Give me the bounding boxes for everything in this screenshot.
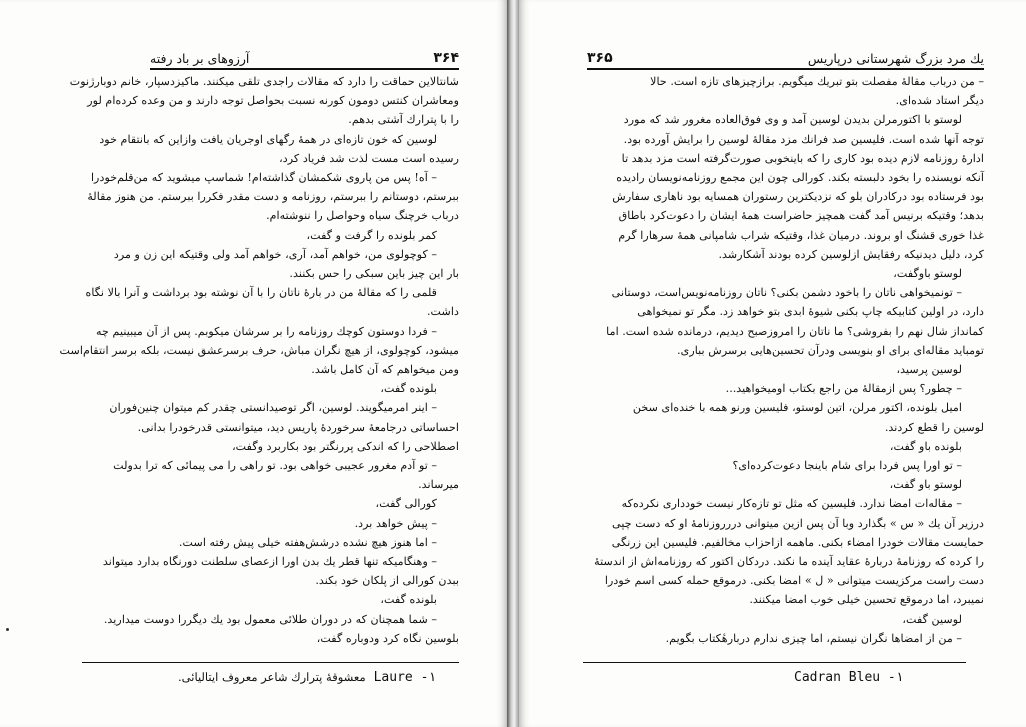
text-line: را با پترارك آشتی بدهم. [348, 113, 459, 127]
text-line: – فردا دوستون کوچك روزنامه را بر سرشان میکوبم. پس از آن میبینیم چه [96, 324, 437, 338]
left-footnote-text: معشوقهٔ پترارك شاعر معروف ایتالیائی. [178, 670, 366, 684]
left-footnote-label: Laure -۱ [373, 670, 437, 685]
text-line: کمر بلونده را گرفت و گفت، [306, 228, 437, 242]
text-line: احساساتی درجامعهٔ سرخوردهٔ پاریس دید، میتوانستی قدرخودرا بدانی. [137, 420, 459, 434]
text-line: بدهد؛ وقتیکه برنیس آمد گفت همچیز حاضراست همهٔ ایشان را دعوت‌کرد باطاق [618, 209, 984, 223]
right-page-running-title: یك مرد بزرگ شهرستانی درپاریس [807, 51, 984, 66]
right-header-rule [587, 68, 984, 70]
text-line: را کرده که روزنامهٔ دربارهٔ عقاید آینده ما نکند. دردکان اکتور که روزنامه‌اش از اندستهٔ [594, 555, 984, 569]
text-line: میرساند. [418, 478, 459, 492]
right-page-header [587, 44, 984, 66]
text-line: – تو اورا پس فردا برای شام باینجا دعوت‌کرده‌ای؟ [732, 459, 962, 473]
right-footnote-label: Cadran Bleu -۱ [794, 670, 904, 685]
text-line: لوسین پرسید، [896, 363, 962, 377]
text-line: دست راست مرکزیست میتوانی « ل » امضا بکنی. درموقع حمله کسی اسم خودرا [604, 574, 984, 588]
text-line: – شما همچنان که در دوران طلائی معمول بود یك دیگررا دوست میدارید. [103, 612, 437, 626]
text-line: کورالی گفت، [375, 497, 437, 511]
right-page [519, 0, 1026, 727]
text-line: توجه آنها شده است. فلیسین صد فرانك مزد مقالهٔ لوسین را برایش آورده بود. [623, 132, 984, 146]
text-line: – چطور؟ پس ازمقالهٔ من راجع بکتاب اومیخواهید... [725, 382, 962, 396]
text-line: بلونده باو گفت، [889, 439, 962, 453]
text-line: نمیبرد، اما درموقع تحسین خیلی خوب امضا میکنند. [749, 593, 984, 607]
text-line: لوستو با اکتورمرلن بدیدن لوسین آمد و وی فوق‌العاده مغرور شد که مورد [623, 113, 962, 127]
text-line: کمانداز شال نهم را بفروشی؟ ما ناتان را امروزصبح دیدیم، درمانده شده است. اما [606, 324, 984, 338]
right-footnote-rule [583, 662, 966, 663]
text-line: – اینر امرمیگویند. لوسین، اگر توصیدانستی چقدر کم میتوان چنین‌فوران [109, 401, 437, 415]
text-line: – آه! پس من پاروی شکمشان گذاشته‌ام! شماسپ میشوید که من‌قلم‌خودرا [90, 171, 437, 185]
text-line: لوستو باو گفت، [889, 478, 962, 492]
text-line: کرد، دلیل دیدنیکه رفقایش ازلوسین کرده بودند آشکارشد. [718, 247, 984, 261]
text-line: – من از امضاها نگران نیستم، اما چیزی ندارم دربارهٔکتاب بگویم. [665, 631, 962, 645]
right-footnote [786, 670, 904, 685]
text-line: ادارهٔ روزنامه لازم دیده بود کاری را که باینخوبی صورت‌گرفته است مزد بدهد تا [621, 151, 984, 165]
margin-speck [6, 628, 9, 631]
text-line: – تونمیخواهی ناتان را باخود دشمن بکنی؟ ناتان روزنامه‌نویس‌است، دوستانی [611, 286, 962, 300]
text-line: حمایست مقالات خودرا امضاء بکنی. ماهمه ازاحزاب مخالفیم. فلیسین این زرنگی [611, 535, 984, 549]
text-line: – کوچولوی من، خواهم آمد، آری، خواهم آمد ولی وقتیکه این زن و مرد [113, 247, 437, 261]
text-line: لوستو باوگفت، [893, 267, 962, 281]
left-header-rule [150, 68, 459, 70]
text-line: امیل بلونده، اکتور مرلن، اتین لوستو، فلیسین ورنو همه با خنده‌ای سخن [632, 401, 962, 415]
text-line: – اما هنوز هیچ نشده درشش‌هفته خیلی پیش رفته است. [178, 535, 437, 549]
text-line: آنکه نویسنده را بخود دلبسته بکند. کورالی چون این مجمع روزنامه‌نویسان رادیده [616, 171, 984, 185]
text-line: لوسین که خون تازه‌ای در همهٔ رگهای اوجریان یافت وازاین که بانتقام خود [99, 132, 437, 146]
text-line: میشود، کوچولوی، از هیچ نگران مباش، حرف برسرعشق نیست، بلکه برسر انتقام‌است [59, 343, 459, 357]
text-line: بود فرستاده بود درکادران بلو که نزدیکترین رستوران همسایه بود ناهاری سفارش [612, 190, 984, 204]
text-line: بلوسین نگاه کرد ودوباره گفت، [316, 631, 459, 645]
text-line: قلمی را که مقالهٔ من در بارهٔ ناتان را با آن نوشته بود برداشت و آنرا بالا نگاه [85, 286, 437, 300]
text-line: ببدن کورالی از پلکان خود بکند. [315, 574, 459, 588]
text-line: – مقاله‌ات امضا ندارد. فلیسین که مثل تو تازه‌کار نیست خودداری نکرده‌که [621, 497, 962, 511]
right-page-number: ۳۶۵ [587, 50, 613, 66]
left-footnote-rule [82, 662, 459, 663]
text-line: بلونده گفت، [380, 593, 437, 607]
text-line: لوسین را قطع کردند. [884, 420, 984, 434]
text-line: بار این چیز باین سبکی را حس بکنند. [289, 267, 459, 281]
text-line: – من درباب مقالهٔ مفصلت بتو تبریك میگویم. برازچیزهای تازه است. حالا [650, 75, 984, 88]
text-line: شانتالاین حماقت را دارد که مقالات راجدی تلقی میکنند. ماکیزدسپار، خانم دوبارژنوت [69, 75, 459, 88]
left-page-running-title: آرزوهای بر باد رفته [150, 51, 250, 66]
text-line: ومن میخواهم که آن کامل باشد. [311, 363, 459, 377]
text-line: غذا خوری قشنگ او بروند. درمیان غذا، وقتیکه شراب شامپانی همهٔ سرهارا گرم [618, 228, 984, 242]
text-line: اصطلاحی را که اندکی پررنگتر بود بکاربرد وگفت، [232, 439, 459, 453]
text-line: بلونده گفت، [380, 382, 437, 396]
text-line: داشت. [426, 305, 459, 319]
text-line: درزیر آن یك « س » بگذارد وبا آن پس ازین میتوانی دررروزنامهٔ او که دست چپی [612, 516, 984, 530]
text-line: دیگر استاد شده‌ای. [895, 94, 984, 108]
book-gutter [507, 0, 519, 727]
text-line: تومباید مقاله‌ای برای او بنویسی ودرآن تحسین‌هایی برسرش بباری. [677, 343, 984, 357]
left-footnote [178, 670, 436, 685]
text-line: – وهنگامیکه تنها قطر یك بدن اورا ازعصای سلطنت دورنگاه بدارد میتواند [102, 555, 437, 569]
text-line: لوسین گفت، [902, 612, 962, 626]
left-page-body [59, 72, 459, 648]
text-line: ببرستم، دوستانم را ببرستم، روزنامه و دست مقدر فکررا ببرستم. من هنوز مقالهٔ [87, 190, 459, 204]
left-page-number: ۳۶۴ [433, 50, 459, 66]
left-page [0, 0, 507, 727]
text-line: – تو آدم مغرور عجیبی خواهی بود. تو راهی را می پیمائی که ترا بدولت [113, 459, 437, 473]
text-line: دارد، در اولین کتابیکه چاپ بکنی شیوهٔ ابدی بتو خواهد زد. مگر تو نمیخواهی [637, 305, 984, 319]
text-line: درباب خرچنگ سیاه وحواصل را ننوشته‌ام. [266, 209, 459, 223]
text-line: رسیده است مست لذت شد فریاد کرد، [279, 151, 459, 165]
left-page-header [150, 44, 459, 66]
right-page-body [587, 72, 984, 648]
text-line: – پیش خواهد برد. [354, 516, 437, 530]
text-line: ومعاشران کنتس دومون کورنه نسبت بحواصل توجه دارند و من وعده کرده‌ام لور [87, 94, 459, 108]
